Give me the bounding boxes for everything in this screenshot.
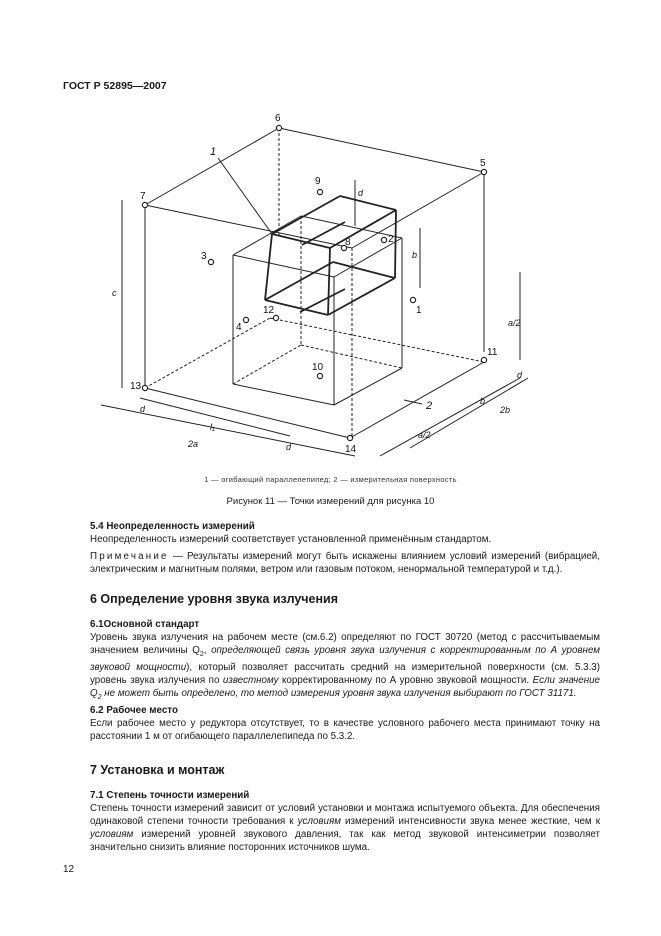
label-point-5: 5: [480, 158, 486, 169]
figure-caption: Рисунок 11 — Точки измерений для рисунка 10: [226, 496, 435, 507]
leader-label-2: 2: [426, 400, 433, 412]
dim-a-right: a/2: [418, 430, 431, 440]
figure-legend: 1 — огибающий параллелепипед; 2 — измерительная поверхность: [204, 475, 457, 484]
document-header: ГОСТ Р 52895—2007: [63, 80, 167, 92]
dim-c: c: [112, 288, 117, 298]
point-11: [481, 357, 486, 362]
outer-edge: [270, 318, 484, 362]
label-point-1: 1: [416, 305, 422, 316]
section-6-1-text: Уровень звука излучения на рабочем месте (см.6.2) определяют по ГОСТ 30720 (метод с рассчитываемым значением величины $Q_2$, определяющей связь уровня звука излучения с корректированным по А уровнем звуковой мощности), который позволяет рассчитать средний на измерительной поверхности (см. 5.3.3) уровень звука излучения по известному корректированному по А уровню звуковой мощности. Если значение $Q_2$ не может быть определено, то метод измерения уровня звука излучения выбирают по ГОСТ 31171.: [90, 632, 600, 701]
label-point-10: 10: [312, 362, 324, 373]
label-point-3: 3: [201, 251, 207, 262]
label-point-6: 6: [275, 113, 281, 124]
leader-line: [404, 400, 422, 404]
dim-2b: 2b: [500, 405, 511, 415]
point-2: [381, 237, 386, 242]
note-label: Примечание: [90, 551, 169, 562]
dim-d-left: d: [140, 404, 146, 414]
label-point-4: 4: [236, 322, 242, 333]
envelope-edge: [233, 345, 301, 384]
section-7-1-text: Степень точности измерений зависит от условий установки и монтажа испытуемого объекта. Для обеспечения одинаковой степени точности требования к условиям измерений интенсивности звука менее жесткие, чем к условиям измерений уровней звукового давления, так как метод звуковой интенсиметрии позволяет значительно снизить влияние посторонних источников шума.: [90, 803, 600, 853]
section-6-title: 6 Определение уровня звука излучения: [90, 592, 339, 606]
point-4: [243, 317, 248, 322]
section-7-1-title: 7.1 Степень точности измерений: [90, 790, 250, 801]
outer-edge: [145, 318, 270, 388]
point-7: [142, 202, 147, 207]
label-point-13: 13: [130, 381, 142, 392]
envelope-edge: [233, 255, 334, 277]
section-6-1-title: 6.1Основной стандарт: [90, 619, 200, 630]
section-5-4-title: 5.4 Неопределенность измерений: [90, 521, 255, 532]
surface-edge: [265, 262, 333, 300]
label-point-9: 9: [315, 176, 321, 187]
dim-b: b: [412, 250, 418, 260]
surface-edge: [328, 278, 395, 315]
envelope-edge: [334, 368, 402, 405]
page-number: 12: [63, 864, 75, 875]
section-6-2-text: Если рабочее место у редуктора отсутствует, то в качестве условного рабочего места принимают точку на расстоянии 1 м от огибающего параллелепипеда по 5.3.2.: [90, 717, 600, 742]
section-7-body: [90, 789, 600, 854]
note-text: — Результаты измерений могут быть искажены влиянием условий измерений (вибрацией, электрическим и магнитным полями, ветром или газовым потоком, ненормальной температурой и т.д.).: [90, 551, 600, 575]
point-5: [481, 169, 486, 174]
point-6: [276, 125, 281, 130]
surface-edge: [340, 196, 396, 210]
point-3: [208, 259, 213, 264]
dim-b-right: b: [480, 396, 486, 406]
leader-label-1: 1: [210, 146, 217, 158]
surface-edge: [333, 262, 395, 278]
dimension-line: [380, 378, 520, 456]
leader-line: [218, 158, 272, 234]
label-point-7: 7: [140, 191, 146, 202]
surface-edge: [265, 234, 272, 300]
surface-edge: [302, 222, 345, 245]
surface-edge: [395, 210, 396, 278]
point-1: [410, 297, 415, 302]
outer-edge: [279, 128, 484, 172]
section-7-title: 7 Установка и монтаж: [90, 763, 225, 777]
surface-edge: [328, 248, 330, 315]
dim-d-bottom: d: [286, 442, 292, 452]
section-5-4-text: Неопределенность измерений соответствует установленной применённым стандартом.: [90, 534, 492, 545]
outer-edge: [145, 388, 350, 438]
outer-edge: [350, 362, 484, 438]
section-5-4: [90, 520, 600, 576]
envelope-edge: [233, 384, 334, 405]
dim-d-top: d: [358, 188, 364, 198]
outer-edge: [352, 172, 484, 248]
point-14: [347, 435, 352, 440]
label-point-8: 8: [345, 237, 351, 248]
surface-edge: [272, 196, 340, 234]
dim-d-right: d: [517, 370, 523, 380]
section-6-2-title: 6.2 Рабочее место: [90, 704, 178, 716]
outer-edge: [145, 128, 279, 205]
label-point-2: 2: [388, 234, 394, 245]
dim-2a: 2a: [188, 439, 199, 449]
label-point-14: 14: [345, 444, 357, 455]
dim-l1: l₁: [210, 422, 215, 432]
point-10: [317, 373, 322, 378]
point-13: [142, 385, 147, 390]
point-9: [317, 189, 322, 194]
dim-a2: a/2: [508, 318, 521, 328]
label-point-11: 11: [487, 347, 498, 358]
section-6-body: [90, 618, 600, 743]
label-point-12: 12: [263, 305, 275, 316]
outer-edge: [145, 205, 352, 248]
section-5-4-note: [90, 550, 600, 576]
point-12: [273, 315, 278, 320]
